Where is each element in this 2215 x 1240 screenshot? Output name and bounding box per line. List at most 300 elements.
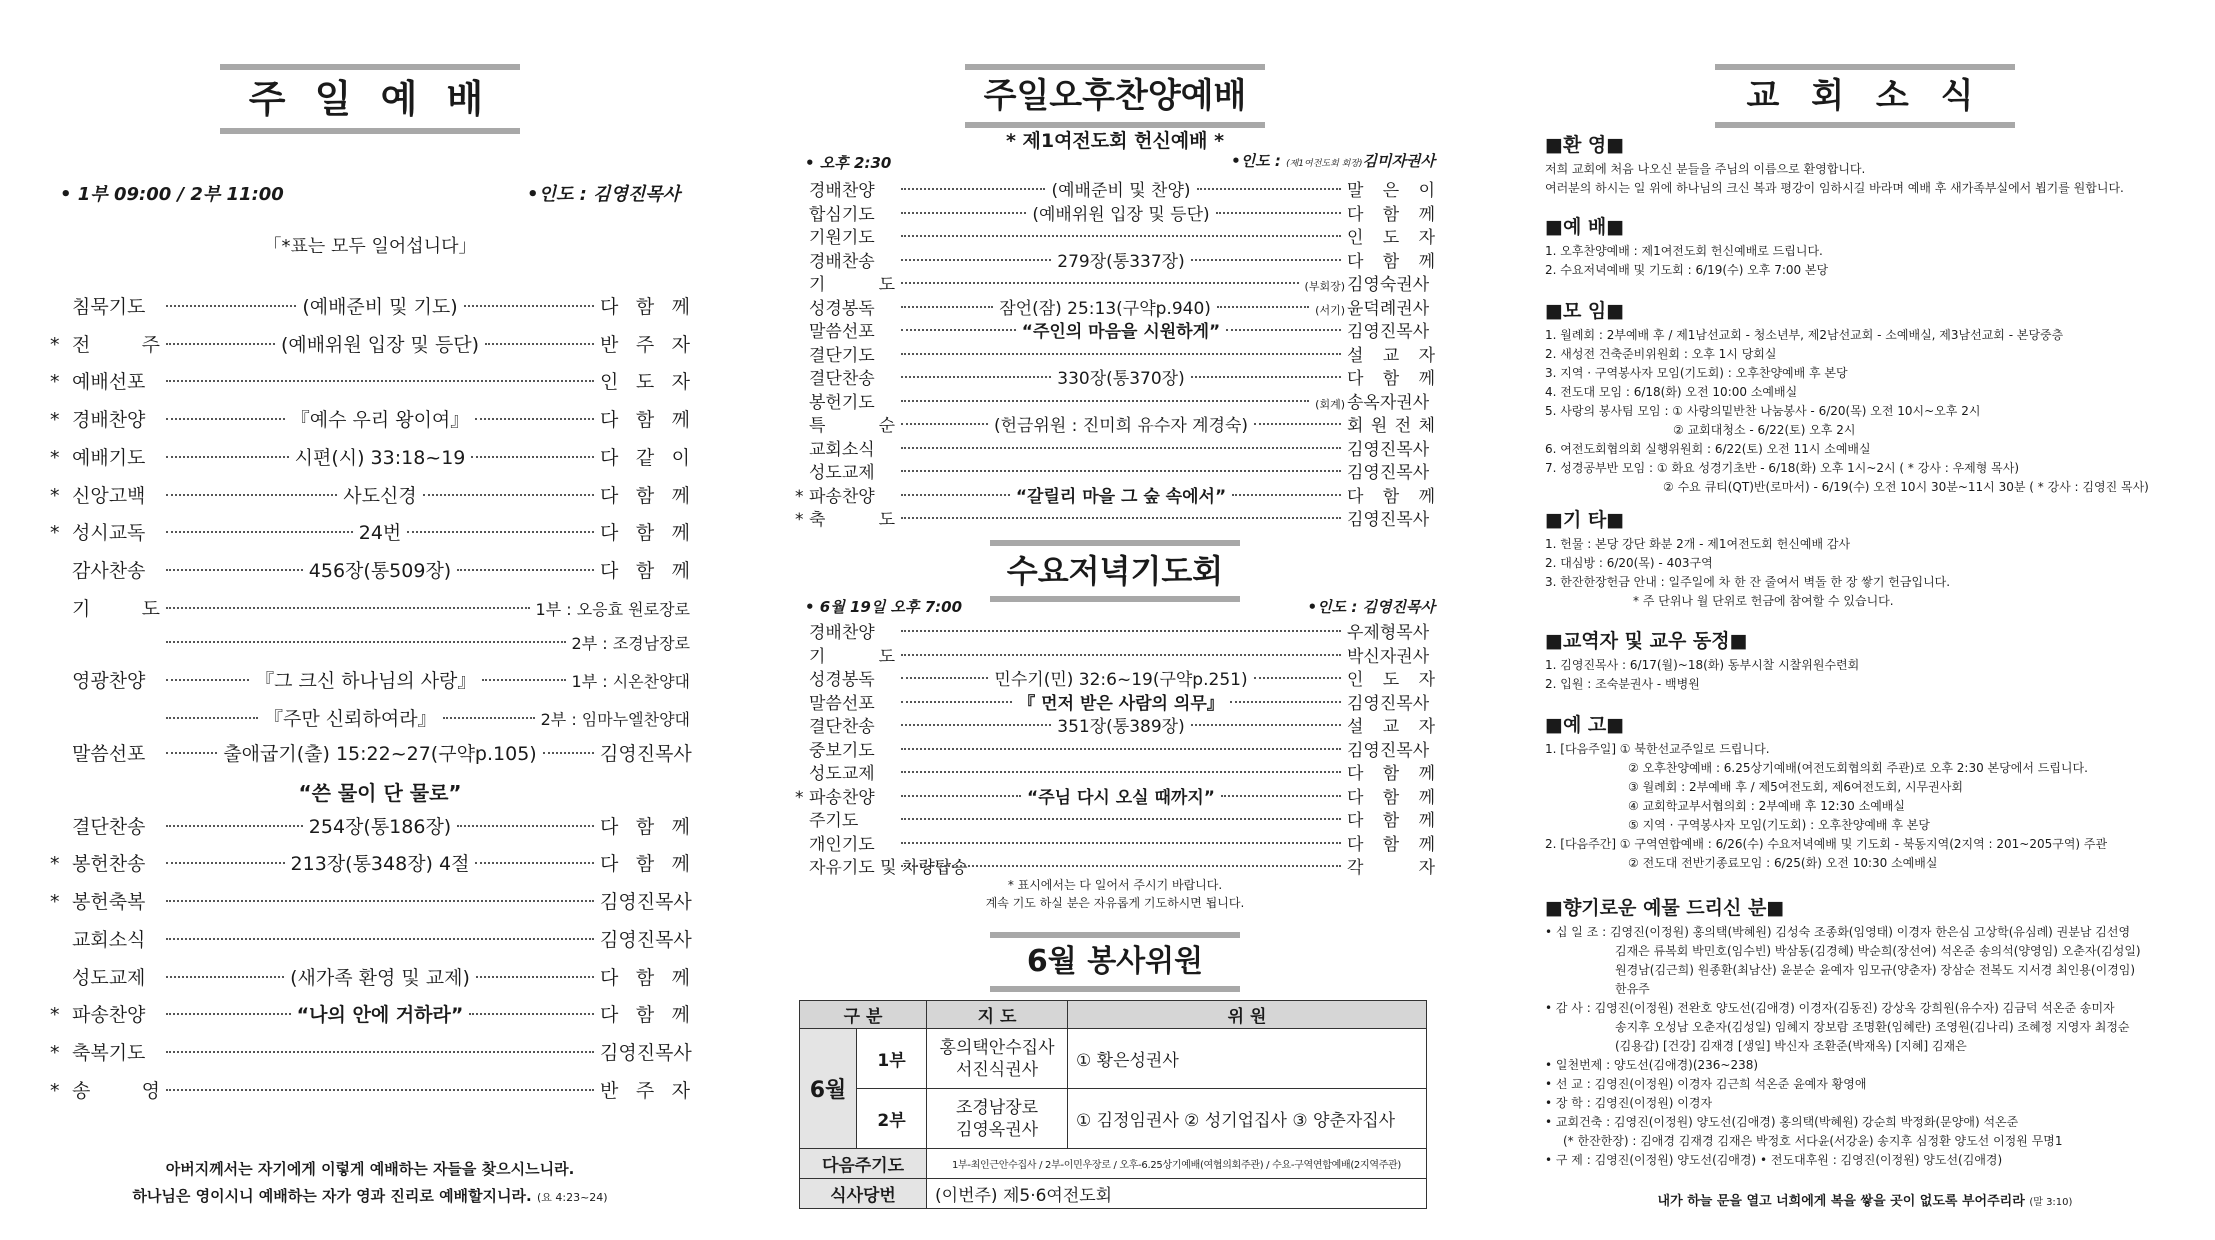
order-person: 다 함 께: [600, 484, 690, 507]
order-person: 2부 : 임마누엘찬양대: [540, 710, 690, 729]
order-label: 파송찬양: [809, 787, 875, 808]
standing-mark: *: [795, 486, 804, 507]
order-detail: [895, 176, 1347, 201]
news-line: 2. 입원 : 조숙분권사 - 백병원: [1545, 677, 1700, 691]
order-detail: [160, 405, 600, 432]
wednesday-note-1: * 표시에서는 다 일어서 주시기 바랍니다.: [1007, 878, 1223, 892]
part1-guide-1: 홍의택안수집사: [939, 1037, 1055, 1058]
order-detail: [895, 660, 1347, 662]
order-detail: [160, 386, 600, 388]
role-note: (회계): [1315, 397, 1345, 411]
order-row: [795, 388, 1435, 413]
order-detail-text: (예배준비 및 찬양): [1051, 181, 1191, 201]
order-detail: [160, 1057, 600, 1059]
next-prayer-value: 1부-최인근안수집사 / 2부-이민우장로 / 오후-6.25상기예배(여협의회주관) / 수요-구역연합예배(2지역주관): [927, 1149, 1427, 1179]
order-label: 개인기도: [809, 834, 875, 855]
order-label: 주기도: [809, 811, 859, 831]
news-line: ③ 월례회 : 2부예배 후 / 제5여전도회, 제6여전도회, 시무권사회: [1628, 780, 1963, 794]
order-label: 봉헌찬송: [72, 853, 146, 876]
order-label: 결단찬송: [72, 815, 146, 838]
order-detail: [160, 556, 600, 583]
standing-mark: *: [795, 510, 804, 530]
order-person: 윤덕례권사: [1347, 298, 1430, 319]
news-line: 3. 한잔한장헌금 안내 : 일주일에 차 한 잔 줄여서 벽돌 한 장 쌓기 헌금입니다.: [1545, 575, 1951, 589]
order-label: 성도교제: [72, 966, 146, 989]
order-person: 1부 : 오응효 원로장로: [535, 599, 690, 619]
order-detail: [895, 476, 1347, 478]
order-row: [795, 505, 1435, 530]
order-label: 성경봉독: [809, 298, 875, 319]
order-label: 기 도: [809, 275, 895, 295]
order-detail: [160, 963, 600, 990]
order-person: 반 주 자: [600, 1079, 690, 1102]
order-row: [795, 317, 1435, 342]
order-row: [795, 294, 1435, 319]
order-row: [795, 853, 1435, 878]
afternoon-time: • 오후 2:30: [805, 154, 892, 172]
order-detail-text: 『주만 신뢰하여라』: [264, 708, 437, 730]
order-detail: [895, 665, 1347, 690]
order-detail: [895, 712, 1347, 737]
order-label: 예배기도: [72, 446, 146, 469]
standing-mark: *: [795, 787, 804, 808]
order-row: [50, 925, 690, 952]
order-detail: [160, 906, 600, 908]
order-detail-text: “쓴 물이 단 물로”: [298, 780, 462, 805]
order-row: [795, 435, 1435, 460]
standing-mark: *: [50, 446, 60, 469]
order-row: [50, 594, 690, 621]
order-person: 다 함 께: [1347, 486, 1435, 507]
church-news-column: [1545, 0, 2185, 1240]
order-detail-text: (새가족 환영 및 교제): [290, 966, 470, 989]
wednesday-title: [990, 540, 1240, 602]
news-line: ② 수요 큐티(QT)반(로마서) - 6/19(수) 오전 10시 30분~11시 30분 ( * 강사 : 김영진 목사): [1663, 480, 2149, 494]
order-detail: [895, 411, 1347, 436]
order-detail: [160, 666, 572, 693]
order-person: 김영진목사: [600, 1041, 692, 1064]
news-line: 여러분의 하시는 일 위에 하나님의 크신 복과 평강이 임하시길 바라며 예배 후 새가족부실에서 뵙기를 원합니다.: [1545, 181, 2124, 195]
header-category: 구 분: [800, 1001, 927, 1029]
standing-mark: *: [50, 409, 60, 432]
order-detail: [895, 278, 1347, 294]
news-line: 2. 새성전 건축준비위원회 : 오후 1시 당회실: [1545, 347, 1777, 361]
order-row: [50, 367, 690, 394]
order-person: 다 함 께: [600, 522, 690, 545]
order-person: 다 함 께: [600, 559, 690, 582]
part1-members: ① 황은성권사: [1068, 1029, 1427, 1089]
month-cell: 6월: [800, 1029, 857, 1149]
section-heading: ■기 타■: [1545, 509, 1625, 531]
order-row: [795, 223, 1435, 248]
order-label: 말씀선포: [809, 693, 875, 714]
order-detail-text: 시편(시) 33:18~19: [294, 446, 466, 469]
order-detail: [895, 294, 1347, 319]
order-person: 다 함 께: [1347, 204, 1435, 225]
wednesday-time: • 6월 19일 오후 7:00: [805, 598, 963, 616]
part1-guide-2: 서진식권사: [955, 1059, 1039, 1080]
order-label: 교회소식: [809, 439, 875, 460]
order-label: 성도교제: [809, 463, 875, 483]
order-detail: [160, 812, 600, 839]
order-detail-text: 254장(통186장): [308, 815, 452, 838]
part2-cell: 2부: [857, 1089, 927, 1149]
closing-verse-2: 하나님은 영이시니 예배하는 자가 영과 진리로 예배할지니라.: [132, 1187, 532, 1205]
order-label: 파송찬양: [809, 486, 875, 507]
order-row: [795, 200, 1435, 225]
order-row: [795, 689, 1435, 714]
order-detail: [160, 481, 600, 508]
order-detail: [895, 523, 1347, 525]
order-row: [795, 618, 1435, 643]
standing-mark: *: [50, 853, 60, 876]
order-detail: [160, 704, 541, 731]
order-detail-text: 213장(통348장) 4절: [290, 853, 470, 876]
order-label: 신앙고백: [72, 484, 146, 507]
news-line: 김재은 류복회 박민호(임수빈) 박삼동(김경혜) 박순희(장선여) 석온준 송의석(양영임) 오춘자(김성일): [1615, 944, 2141, 958]
order-person: 말 은 이: [1347, 181, 1435, 201]
order-label: 기 도: [72, 597, 160, 620]
order-row: [50, 443, 690, 470]
order-row: [50, 849, 690, 876]
section-heading: ■예 배■: [1545, 216, 1625, 238]
order-row: [795, 341, 1435, 366]
order-label: 파송찬양: [72, 1004, 146, 1027]
order-detail: [160, 292, 600, 319]
order-detail-text: 출애굽기(출) 15:22~27(구약p.105): [223, 743, 537, 765]
order-person: 김영진목사: [1347, 322, 1430, 342]
news-line: • 십 일 조 : 김영진(이정원) 홍의택(박혜원) 김성숙 조종화(임영태) 이경자 한은심 고상학(유심례) 권분남 김선영: [1545, 925, 2131, 939]
news-line: 저희 교회에 처음 나오신 분들을 주님의 이름으로 환영합니다.: [1545, 162, 1866, 176]
order-label: 중보기도: [809, 740, 875, 761]
order-label: 특 순: [809, 416, 895, 436]
order-person: 김영진목사: [1347, 693, 1430, 714]
role-note: (서기): [1315, 303, 1345, 317]
order-person: 김영진목사: [600, 928, 692, 951]
section-heading: ■교역자 및 교우 동정■: [1545, 630, 1748, 652]
order-row: [50, 405, 690, 432]
worship-leader: •인도 : 김영진목사: [527, 184, 680, 205]
news-line: • 구 제 : 김영진(이정원) 양도선(김애경) • 전도대후원 : 김영진(이정원) 양도선(김애경): [1545, 1153, 2003, 1167]
order-person: 김영진목사: [1347, 463, 1430, 483]
order-row: [795, 806, 1435, 831]
order-detail: [895, 636, 1347, 638]
order-person: 인 도 자: [1347, 670, 1435, 690]
order-person: 김영진목사: [1347, 740, 1430, 761]
title-text: 주 일 예 배: [248, 77, 492, 121]
order-label: 송 영: [72, 1079, 160, 1102]
closing-verse-2-line: [50, 1185, 690, 1206]
order-person: 다 함 께: [600, 296, 690, 318]
order-detail: [160, 1000, 600, 1027]
order-row: [50, 481, 690, 508]
order-detail: [895, 247, 1347, 272]
order-detail: [895, 689, 1347, 714]
news-line: 1. 오후찬양예배 : 제1여전도회 헌신예배로 드립니다.: [1545, 244, 1823, 258]
order-label: 성도교제: [809, 764, 875, 784]
standing-mark: *: [50, 1004, 60, 1027]
order-row: [795, 458, 1435, 483]
order-detail: [895, 824, 1347, 826]
title-text: 교 회 소 식: [1746, 76, 1984, 116]
order-row: [795, 247, 1435, 272]
order-person: 설 교 자: [1347, 345, 1435, 366]
news-line: 2. [다음주간] ① 구역연합예배 : 6/26(수) 수요저녁예배 및 기도회 - 북동지역(2지역 : 201~205구역) 주관: [1545, 837, 2108, 851]
meal-duty-label: 식사당번: [800, 1179, 927, 1209]
part2-guide-1: 조경남장로: [955, 1097, 1039, 1118]
order-person: 다 함 께: [600, 853, 690, 876]
order-row: [50, 556, 690, 583]
order-label: 자유기도 및 차량탑승: [809, 858, 968, 878]
news-line: 4. 전도대 모임 : 6/18(화) 오전 10:00 소예배실: [1545, 385, 1798, 399]
order-row: [50, 812, 690, 839]
news-line: • 감 사 : 김영진(이정원) 전완호 양도선(김애경) 이경자(김동진) 강상옥 강희원(유수자) 김금덕 석온준 송미자: [1545, 1001, 2115, 1015]
order-person: 우제형목사: [1347, 623, 1430, 643]
closing-verse-ref: (말 3:10): [2029, 1197, 2073, 1208]
order-row: [795, 642, 1435, 667]
order-row: [50, 887, 690, 914]
order-label: 경배찬양: [72, 409, 146, 432]
order-row: [795, 364, 1435, 389]
order-row: [50, 292, 690, 319]
order-detail: [895, 241, 1347, 243]
order-row: [795, 712, 1435, 737]
order-label: 기 도: [809, 646, 895, 667]
order-person: 다 함 께: [600, 409, 690, 432]
order-detail-text: 『 먼저 받은 사람의 의무』: [1018, 693, 1224, 714]
news-line: (김용갑) [건강] 김재경 [생일] 박신자 조환준(박재옥) [지혜] 김재은: [1615, 1039, 1967, 1053]
news-line: 3. 지역 · 구역봉사자 모임(기도회) : 오후찬양예배 후 본당: [1545, 366, 1848, 380]
news-line: 한유주: [1615, 982, 1650, 996]
news-line: ② 교회대청소 - 6/22(토) 오후 2시: [1673, 423, 1856, 437]
order-row: [50, 1000, 690, 1027]
order-detail: [895, 453, 1347, 455]
order-row: [795, 830, 1435, 855]
order-person: 박신자권사: [1347, 646, 1430, 667]
order-label: 영광찬양: [72, 670, 146, 693]
order-row: [795, 759, 1435, 784]
order-detail: [160, 330, 600, 357]
order-detail-text: (헌금위원 : 진미희 유수자 계경숙): [993, 416, 1249, 436]
order-person: 다 함 께: [600, 1004, 690, 1027]
order-person: 다 함 께: [1347, 811, 1435, 831]
order-person: 다 함 께: [600, 966, 690, 989]
afternoon-worship-column: [795, 0, 1435, 1240]
order-person: 다 함 께: [600, 815, 690, 838]
header-guide: 지 도: [927, 1001, 1068, 1029]
leader-note: (제1여전도회 회장): [1286, 159, 1363, 169]
order-detail-text: “주님 다시 오실 때까지”: [1027, 787, 1215, 808]
news-line: 1. 월례회 : 2부예배 후 / 제1남선교회 - 청소년부, 제2남선교회 - 소예배실, 제3남선교회 - 본당중층: [1545, 328, 2064, 342]
order-detail-text: 『예수 우리 왕이여』: [290, 409, 470, 432]
order-label: 성시교독: [72, 522, 146, 545]
order-detail-text: 사도신경: [343, 484, 417, 507]
order-detail: [160, 613, 536, 615]
order-person: 회 원 전 체: [1347, 416, 1435, 436]
order-person: 1부 : 시온찬양대: [571, 672, 690, 692]
order-person: 다 함 께: [1347, 787, 1435, 808]
order-row: [795, 176, 1435, 201]
service-committee-title: [990, 932, 1240, 992]
order-person: 다 함 께: [1347, 251, 1435, 272]
part2-guide: [927, 1089, 1068, 1149]
news-line: 1. 헌물 : 본당 강단 화분 2개 - 제1여전도회 헌신예배 감사: [1545, 537, 1851, 551]
standing-mark: *: [50, 522, 60, 545]
standing-mark: *: [50, 1079, 60, 1102]
standing-note: 「*표는 모두 일어섭니다」: [263, 236, 477, 257]
order-person: 인 도 자: [1347, 228, 1435, 248]
order-label: 기원기도: [809, 228, 875, 248]
order-detail-text: 24번: [358, 522, 402, 545]
order-detail-text: 456장(통509장): [308, 559, 452, 582]
order-detail: [895, 871, 1347, 873]
order-person: 김영진목사: [600, 891, 692, 914]
order-label: 말씀선포: [809, 322, 875, 342]
news-line: 원경남(김근희) 원종환(최남산) 윤분순 윤예자 임모규(양춘자) 장삼순 전복도 지서경 최인용(이경임): [1615, 963, 2136, 977]
order-row: [795, 482, 1435, 507]
sunday-worship-title: [220, 64, 520, 134]
order-label: 경배찬송: [809, 251, 875, 272]
order-detail-text: 351장(통389장): [1057, 717, 1185, 737]
wednesday-note-2: 계속 기도 하실 분은 자유롭게 기도하시면 됩니다.: [985, 896, 1245, 910]
order-row: [50, 1038, 690, 1065]
order-detail: [895, 317, 1347, 342]
standing-mark: *: [50, 333, 60, 356]
order-row: [795, 783, 1435, 808]
part1-cell: 1부: [857, 1029, 927, 1089]
order-label: 결단기도: [809, 345, 875, 366]
order-row: [50, 1076, 690, 1103]
closing-verse-1: 아버지께서는 자기에게 이렇게 예배하는 자들을 찾으시느니라.: [165, 1160, 575, 1178]
standing-mark: *: [50, 484, 60, 507]
order-detail: [160, 944, 600, 946]
order-detail: [160, 443, 600, 470]
news-line: 1. 김영진목사 : 6/17(월)~18(화) 동부시찰 시찰위원수련회: [1545, 658, 1860, 672]
section-heading: ■예 고■: [1545, 714, 1625, 736]
order-person: 설 교 자: [1347, 717, 1435, 737]
order-label: 봉헌축복: [72, 891, 146, 914]
section-heading: ■환 영■: [1545, 134, 1625, 156]
standing-mark: *: [50, 1041, 60, 1064]
order-label: 성경봉독: [809, 670, 875, 690]
order-person: 다 함 께: [1347, 834, 1435, 855]
order-person: 김영진목사: [600, 743, 692, 765]
order-detail: [160, 777, 600, 806]
news-line: • 선 교 : 김영진(이정원) 이경자 김근희 석온준 윤예자 황영애: [1545, 1077, 1867, 1091]
news-line: 7. 성경공부반 모임 : ① 화요 성경기초반 - 6/18(화) 오후 1시~2시 ( * 강사 : 우제형 목사): [1545, 461, 2020, 475]
news-line: ② 오후찬양예배 : 6.25상기예배(여전도회협의회 주관)로 오후 2:30 본당에서 드립니다.: [1628, 761, 2088, 775]
order-person: 송옥자권사: [1347, 392, 1430, 413]
news-line: • 장 학 : 김영진(이정원) 이경자: [1545, 1096, 1713, 1110]
order-row: [50, 631, 690, 654]
header-members: 위 원: [1068, 1001, 1427, 1029]
order-row: [795, 736, 1435, 761]
title-text: 수요저녁기도회: [1006, 552, 1224, 590]
news-line: ④ 교회학교부서협의회 : 2부예배 후 12:30 소예배실: [1628, 799, 1905, 813]
order-person: 2부 : 조경남장로: [571, 634, 690, 654]
wednesday-leader: •인도 : 김영진목사: [1307, 598, 1435, 616]
order-detail: [895, 482, 1347, 507]
church-news-title: [1715, 64, 2015, 128]
standing-mark: *: [50, 371, 60, 394]
section-heading: ■향기로운 예물 드리신 분■: [1545, 897, 1785, 919]
part2-members: ① 김정임권사 ② 성기업집사 ③ 양춘자집사: [1068, 1089, 1427, 1149]
order-detail-text: “주인의 마음을 시원하게”: [1021, 322, 1221, 342]
news-line: 1. [다음주일] ① 북한선교주일로 드립니다.: [1545, 742, 1770, 756]
order-person: 다 함 께: [1347, 369, 1435, 389]
leader-name: 김미자권사: [1362, 152, 1435, 170]
order-label: 봉헌기도: [809, 392, 875, 413]
order-detail-text: 330장(통370장): [1057, 369, 1185, 389]
order-label: 경배찬양: [809, 623, 875, 643]
news-line: 2. 대심방 : 6/20(목) - 403구역: [1545, 556, 1713, 570]
closing-verse-line: [1545, 1190, 2185, 1209]
order-detail: [895, 200, 1347, 225]
order-detail-text: (예배위원 입장 및 등단): [280, 333, 480, 356]
order-detail: [160, 647, 572, 649]
role-note: (부회장): [1304, 280, 1345, 293]
order-label: 결단찬송: [809, 717, 875, 737]
news-line: ② 전도대 전반기종료모임 : 6/25(화) 오전 10:30 소예배실: [1628, 856, 1938, 870]
news-line: (* 한잔한장) : 김애경 김재경 김재은 박정호 서다윤(서강윤) 송지후 심정환 양도선 이정원 무명1: [1563, 1134, 2063, 1148]
part2-guide-2: 김영옥권사: [955, 1119, 1039, 1140]
standing-mark: *: [50, 891, 60, 914]
order-detail-text: 『그 크신 하나님의 사랑』: [255, 670, 477, 693]
order-person: 반 주 자: [600, 333, 690, 356]
order-row: [50, 963, 690, 990]
news-line: 2. 수요저녁예배 및 기도회 : 6/19(수) 오후 7:00 본당: [1545, 263, 1829, 277]
title-text: 주일오후찬양예배: [983, 76, 1247, 116]
order-detail: [895, 364, 1347, 389]
order-label: 전 주: [72, 333, 160, 356]
service-subtitle: * 제1여전도회 헌신예배 *: [1005, 130, 1225, 152]
news-line: * 주 단위나 월 단위로 헌금에 참여할 수 있습니다.: [1633, 594, 1894, 608]
order-detail: [895, 777, 1347, 779]
order-person: 각 자: [1347, 858, 1435, 878]
order-detail: [160, 739, 600, 766]
order-person: 다 함 께: [1347, 764, 1435, 784]
order-row: [50, 666, 690, 693]
closing-verse: 내가 하늘 문을 열고 너희에게 복을 쌓을 곳이 없도록 부어주리라: [1657, 1194, 2025, 1209]
order-detail-text: “나의 안에 거하라”: [296, 1004, 464, 1027]
order-label: 예배선포: [72, 371, 146, 394]
sunday-worship-column: [50, 0, 690, 1240]
order-detail: [895, 359, 1347, 361]
next-prayer-label: 다음주기도: [800, 1149, 927, 1179]
order-row: [50, 704, 690, 731]
order-row: [50, 739, 690, 766]
afternoon-leader: [1231, 150, 1435, 171]
order-person: 김영진목사: [1347, 439, 1430, 460]
news-line: • 일천번제 : 양도선(김애경)(236~238): [1545, 1058, 1759, 1072]
order-detail: [895, 848, 1347, 850]
order-detail-text: “갈릴리 마을 그 숲 속에서”: [1015, 486, 1227, 507]
news-line: • 교회건축 : 김영진(이정원) 양도선(김애경) 홍의택(박혜원) 강순희 박정화(문양애) 석온준: [1545, 1115, 2019, 1129]
order-label: 축 도: [809, 510, 895, 530]
order-row: [795, 411, 1435, 436]
order-detail-text: 279장(통337장): [1057, 251, 1185, 272]
order-label: 침묵기도: [72, 296, 146, 318]
order-person: 김영숙권사: [1347, 275, 1430, 295]
order-person: 다 같 이: [600, 446, 690, 469]
order-detail: [895, 754, 1347, 756]
news-line: ⑤ 지역 · 구역봉사자 모임(기도회) : 오후찬양예배 후 본당: [1628, 818, 1930, 832]
order-label: 감사찬송: [72, 559, 146, 582]
order-row: [795, 665, 1435, 690]
order-person: 인 도 자: [600, 371, 690, 394]
afternoon-worship-title: [965, 64, 1265, 128]
order-detail: [160, 849, 600, 876]
